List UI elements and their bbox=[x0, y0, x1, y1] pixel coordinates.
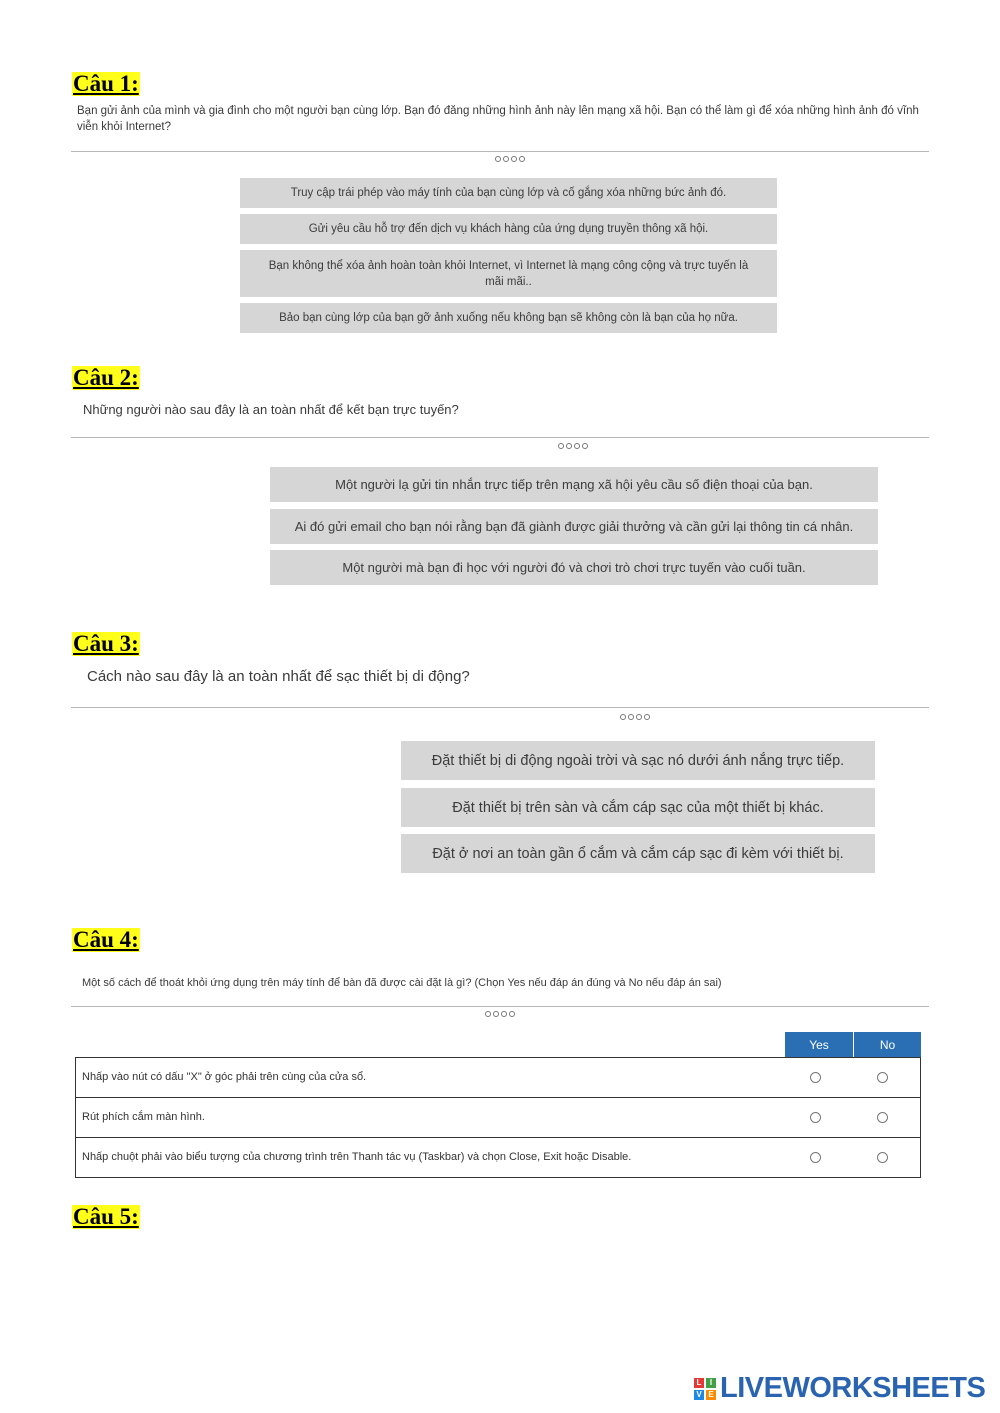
question-3-option-2[interactable]: Đặt thiết bị trên sàn và cắm cáp sạc của một thiết bị khác. bbox=[401, 788, 875, 827]
no-radio[interactable] bbox=[877, 1152, 888, 1163]
table-row bbox=[76, 1098, 920, 1138]
yes-radio[interactable] bbox=[810, 1112, 821, 1123]
question-3-option-3[interactable]: Đặt ở nơi an toàn gần ổ cắm và cắm cáp sạc đi kèm với thiết bị. bbox=[401, 834, 875, 873]
table-row-text: Rút phích cắm màn hình. bbox=[82, 1111, 205, 1123]
logo-letter: I bbox=[706, 1378, 716, 1388]
question-1-text: Bạn gửi ảnh của mình và gia đình cho một người bạn cùng lớp. Bạn đó đăng những hình ảnh này lên mạng xã hội. Bạn có thể làm gì để xóa những hình ảnh đó vĩnh viễn khỏi Internet? bbox=[77, 105, 919, 133]
question-3-divider bbox=[71, 707, 929, 708]
no-column-header: No bbox=[854, 1032, 921, 1058]
question-1-option-1[interactable]: Truy cập trái phép vào máy tính của bạn cùng lớp và cố gắng xóa những bức ảnh đó. bbox=[240, 178, 777, 208]
drag-handle-icon[interactable] bbox=[620, 714, 650, 720]
yes-no-table bbox=[75, 1057, 921, 1178]
logo-text: LIVEWORKSHEETS bbox=[720, 1372, 986, 1404]
question-1-option-3[interactable]: Bạn không thể xóa ảnh hoàn toàn khỏi Internet, vì Internet là mạng công cộng và trực tuyến là mãi mãi.. bbox=[240, 250, 777, 297]
table-row bbox=[76, 1058, 920, 1098]
liveworksheets-logo bbox=[694, 1372, 985, 1405]
question-3-heading: Câu 3: bbox=[73, 631, 139, 656]
drag-handle-icon[interactable] bbox=[485, 1011, 515, 1017]
question-4-heading: Câu 4: bbox=[73, 927, 139, 952]
question-5-heading: Câu 5: bbox=[73, 1204, 139, 1229]
question-3-text: Cách nào sau đây là an toàn nhất để sạc thiết bị di động? bbox=[87, 668, 470, 685]
question-2-text: Những người nào sau đây là an toàn nhất để kết bạn trực tuyến? bbox=[83, 402, 459, 417]
question-2-heading: Câu 2: bbox=[73, 365, 139, 390]
question-1-option-2[interactable]: Gửi yêu cầu hỗ trợ đến dịch vụ khách hàng của ứng dụng truyền thông xã hội. bbox=[240, 214, 777, 244]
question-3-option-1[interactable]: Đặt thiết bị di động ngoài trời và sạc nó dưới ánh nắng trực tiếp. bbox=[401, 741, 875, 780]
no-radio[interactable] bbox=[877, 1112, 888, 1123]
logo-letter: L bbox=[694, 1378, 704, 1388]
question-1-divider bbox=[71, 151, 929, 152]
question-2-divider bbox=[71, 437, 929, 438]
table-row-text: Nhấp vào nút có dấu "X" ở góc phải trên cùng của cửa sổ. bbox=[82, 1071, 367, 1083]
table-row-text: Nhấp chuột phải vào biểu tượng của chương trình trên Thanh tác vụ (Taskbar) và chọn Close, Exit hoặc Disable. bbox=[82, 1151, 632, 1163]
yes-column-header: Yes bbox=[785, 1032, 853, 1058]
logo-mark-icon bbox=[694, 1378, 716, 1400]
table-row bbox=[76, 1138, 920, 1177]
question-2-option-2[interactable]: Ai đó gửi email cho bạn nói rằng bạn đã giành được giải thưởng và cần gửi lại thông tin cá nhân. bbox=[270, 509, 878, 544]
logo-letter: E bbox=[706, 1390, 716, 1400]
question-2-option-1[interactable]: Một người lạ gửi tin nhắn trực tiếp trên mạng xã hội yêu cầu số điện thoại của bạn. bbox=[270, 467, 878, 502]
question-1-heading: Câu 1: bbox=[73, 71, 139, 96]
question-4-divider bbox=[71, 1006, 929, 1007]
question-1-option-4[interactable]: Bảo bạn cùng lớp của bạn gỡ ảnh xuống nếu không bạn sẽ không còn là bạn của họ nữa. bbox=[240, 303, 777, 333]
logo-letter: V bbox=[694, 1390, 704, 1400]
yes-radio[interactable] bbox=[810, 1152, 821, 1163]
drag-handle-icon[interactable] bbox=[495, 156, 525, 162]
question-4-text: Một số cách để thoát khỏi ứng dụng trên máy tính để bàn đã được cài đặt là gì? (Chọn Yes nếu đáp án đúng và No nếu đáp án sai) bbox=[82, 977, 722, 989]
no-radio[interactable] bbox=[877, 1072, 888, 1083]
question-2-option-3[interactable]: Một người mà bạn đi học với người đó và chơi trò chơi trực tuyến vào cuối tuần. bbox=[270, 550, 878, 585]
yes-radio[interactable] bbox=[810, 1072, 821, 1083]
drag-handle-icon[interactable] bbox=[558, 443, 588, 449]
